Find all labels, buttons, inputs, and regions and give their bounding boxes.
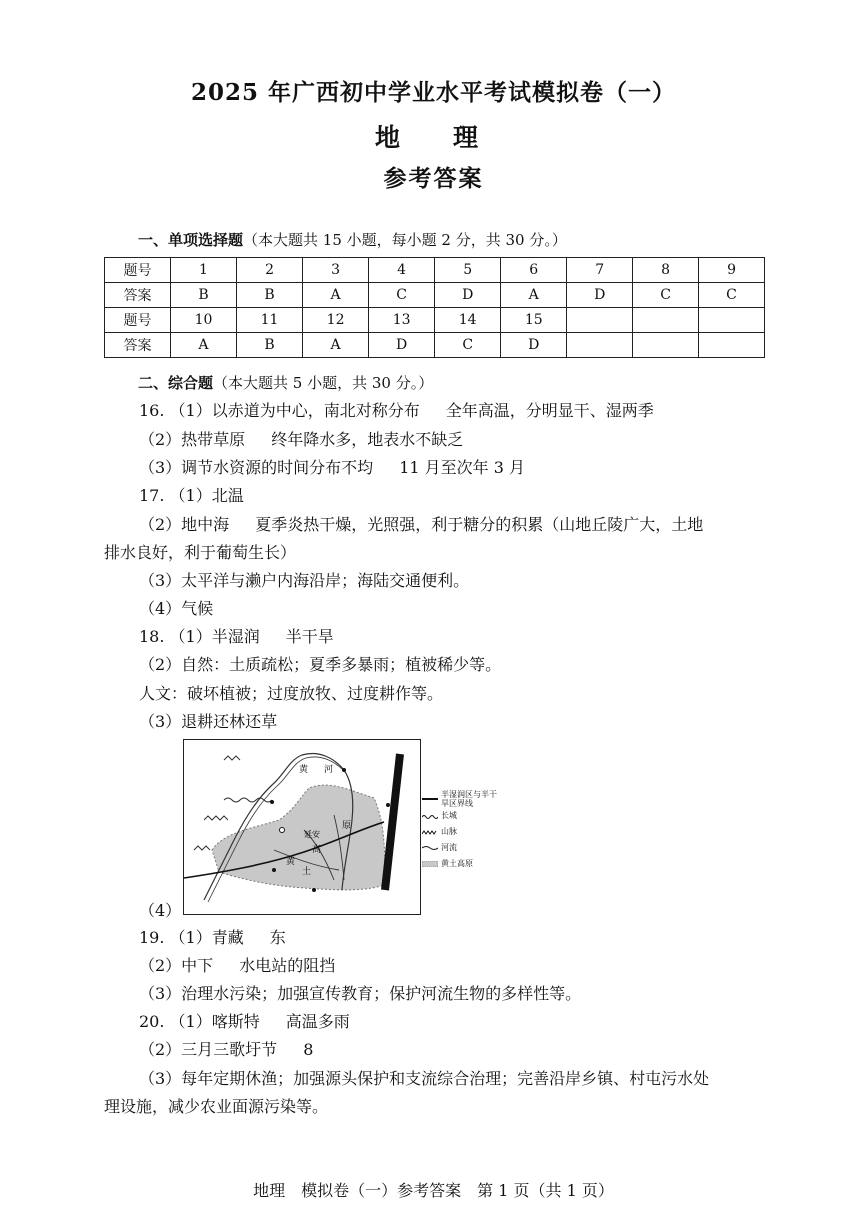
- q19-part1: [139, 925, 286, 948]
- answer-text: 20. （1）喀斯特: [139, 1012, 260, 1031]
- table-cell: 4: [369, 258, 435, 283]
- table-cell: 15: [501, 308, 567, 333]
- map-label: 黄: [299, 765, 309, 775]
- table-cell: C: [699, 283, 765, 308]
- answer-text: 8: [303, 1040, 314, 1059]
- answer-text: （2）三月三歌圩节: [139, 1040, 278, 1059]
- answer-text: （2）地中海: [139, 515, 230, 534]
- q17-part2: [139, 512, 703, 535]
- mountain-range: [204, 816, 228, 820]
- answer-text: 18. （1）半湿润: [139, 627, 260, 646]
- legend-label: 黄土高原: [441, 859, 473, 868]
- table-cell: [633, 333, 699, 358]
- plateau-area: [212, 785, 385, 890]
- legend-label: 长城: [441, 811, 457, 820]
- table-cell: [699, 333, 765, 358]
- table-cell: 5: [435, 258, 501, 283]
- table-cell: [567, 333, 633, 358]
- q18-part2-human: 人文：破坏植被；过度放牧、过度耕作等。: [139, 684, 444, 703]
- table-cell: D: [369, 333, 435, 358]
- answer-text: 半干旱: [285, 627, 334, 646]
- thick-bar: [385, 754, 400, 890]
- section2-heading: [138, 372, 433, 393]
- table-cell: 7: [567, 258, 633, 283]
- choice-answer-table: [104, 257, 765, 358]
- table-cell: C: [633, 283, 699, 308]
- legend-mountain: [422, 824, 499, 840]
- page-footer: 地理 模拟卷（一）参考答案 第 1 页（共 1 页）: [253, 1181, 614, 1200]
- row-label-answer: 答案: [105, 283, 171, 308]
- table-cell: B: [237, 283, 303, 308]
- table-cell: [699, 308, 765, 333]
- table-cell: D: [435, 283, 501, 308]
- river-icon: [422, 845, 438, 851]
- legend-river: [422, 840, 499, 856]
- answer-text: 11 月至次年 3 月: [399, 458, 525, 477]
- table-cell: C: [435, 333, 501, 358]
- city-marker: [312, 888, 316, 892]
- section1-title: 一、单项选择题: [138, 231, 244, 249]
- answer-text: 夏季炎热干燥，光照强，利于糖分的积累（山地丘陵广大，土地: [255, 515, 704, 534]
- q17-part2-cont: 排水良好，利于葡萄生长）: [104, 543, 297, 562]
- table-cell: 6: [501, 258, 567, 283]
- mountain-range: [224, 756, 240, 760]
- boundary-line-icon: [422, 796, 438, 802]
- legend-label: 河流: [441, 843, 457, 852]
- answer-text: 水电站的阻挡: [239, 956, 336, 975]
- map-label: 延安: [304, 830, 320, 839]
- city-marker: [386, 803, 390, 807]
- city-marker: [280, 828, 285, 833]
- map-legend: [422, 790, 499, 872]
- q18-part3: （3）退耕还林还草: [139, 712, 278, 731]
- q16-part3: [139, 455, 525, 478]
- table-cell: [567, 308, 633, 333]
- q16-part1: [139, 398, 654, 421]
- table-cell: C: [369, 283, 435, 308]
- answer-text: 高温多雨: [285, 1012, 350, 1031]
- table-cell: 3: [303, 258, 369, 283]
- q16-part2: [139, 427, 463, 450]
- table-cell: B: [170, 283, 236, 308]
- map-label: 河: [324, 765, 334, 775]
- subject-title: 地 理: [374, 123, 492, 152]
- answer-text: （2）中下: [139, 956, 214, 975]
- q18-part2: （2）自然：土质疏松；夏季多暴雨；植被稀少等。: [139, 655, 502, 674]
- q17-part4: （4）气候: [139, 599, 214, 618]
- q20-part1: [139, 1009, 350, 1032]
- row-label-question: 题号: [105, 308, 171, 333]
- table-cell: A: [303, 283, 369, 308]
- section1-note: （本大题共 15 小题，每小题 2 分，共 30 分。）: [243, 231, 567, 249]
- legend-label: 山脉: [441, 827, 457, 836]
- table-row-q2: [105, 308, 765, 333]
- table-row-a1: [105, 283, 765, 308]
- table-cell: 1: [170, 258, 236, 283]
- city-marker: [386, 878, 390, 882]
- section2-note: （本大题共 5 小题，共 30 分。）: [213, 374, 434, 392]
- legend-label: 半湿润区与半干旱区界线: [441, 790, 497, 808]
- q19-part3: （3）治理水污染；加强宣传教育；保护河流生物的多样性等。: [139, 984, 582, 1003]
- map-label: 土: [302, 867, 312, 877]
- table-cell: A: [501, 283, 567, 308]
- table-cell: 10: [170, 308, 236, 333]
- plateau-icon: [422, 861, 438, 867]
- mountain-range: [194, 846, 210, 850]
- q17-part3: （3）太平洋与濑户内海沿岸；海陆交通便利。: [139, 571, 470, 590]
- legend-wall: [422, 808, 499, 824]
- q20-part2: [139, 1037, 313, 1060]
- table-cell: 9: [699, 258, 765, 283]
- q17-part1: 17. （1）北温: [139, 486, 244, 505]
- row-label-answer: 答案: [105, 333, 171, 358]
- q20-part3-cont: 理设施，减少农业面源污染等。: [104, 1097, 329, 1116]
- legend-boundary: [422, 790, 499, 808]
- section2-title: 二、综合题: [138, 374, 214, 392]
- answer-text: 东: [269, 928, 286, 947]
- table-row-q1: [105, 258, 765, 283]
- table-cell: A: [170, 333, 236, 358]
- table-cell: D: [501, 333, 567, 358]
- city-marker: [342, 768, 346, 772]
- answer-text: 19. （1）青藏: [139, 928, 244, 947]
- answer-text: 全年高温，分明显干、湿两季: [445, 401, 654, 420]
- answer-text: 16. （1）以赤道为中心，南北对称分布: [139, 401, 420, 420]
- table-cell: D: [567, 283, 633, 308]
- answer-text: （3）调节水资源的时间分布不均: [139, 458, 374, 477]
- map-label: 黄: [286, 857, 296, 867]
- table-cell: 13: [369, 308, 435, 333]
- row-label-question: 题号: [105, 258, 171, 283]
- table-cell: 11: [237, 308, 303, 333]
- exam-title: 2025 年广西初中学业水平考试模拟卷（一）: [190, 79, 677, 106]
- table-cell: 14: [435, 308, 501, 333]
- map-drawing: [184, 740, 420, 914]
- answer-key-title: 参考答案: [383, 165, 484, 192]
- loess-plateau-map: [183, 739, 421, 915]
- q20-part3: （3）每年定期休渔；加强源头保护和支流综合治理；完善沿岸乡镇、村屯污水处: [139, 1069, 710, 1088]
- table-cell: B: [237, 333, 303, 358]
- table-row-a2: [105, 333, 765, 358]
- table-cell: 12: [303, 308, 369, 333]
- q18-part4-label: （4）: [139, 901, 182, 920]
- map-label: 高: [312, 845, 322, 855]
- table-cell: A: [303, 333, 369, 358]
- table-cell: 2: [237, 258, 303, 283]
- map-label: 原: [342, 821, 352, 831]
- city-marker: [270, 800, 274, 804]
- mountain-icon: [422, 829, 438, 835]
- q19-part2: [139, 953, 335, 976]
- city-marker: [272, 868, 276, 872]
- q18-part1: [139, 624, 334, 647]
- answer-text: （2）热带草原: [139, 430, 246, 449]
- great-wall-icon: [422, 813, 438, 819]
- answer-text: 终年降水多，地表水不缺乏: [271, 430, 464, 449]
- section1-heading: [138, 229, 567, 250]
- table-cell: [633, 308, 699, 333]
- table-cell: 8: [633, 258, 699, 283]
- legend-plateau: [422, 856, 499, 872]
